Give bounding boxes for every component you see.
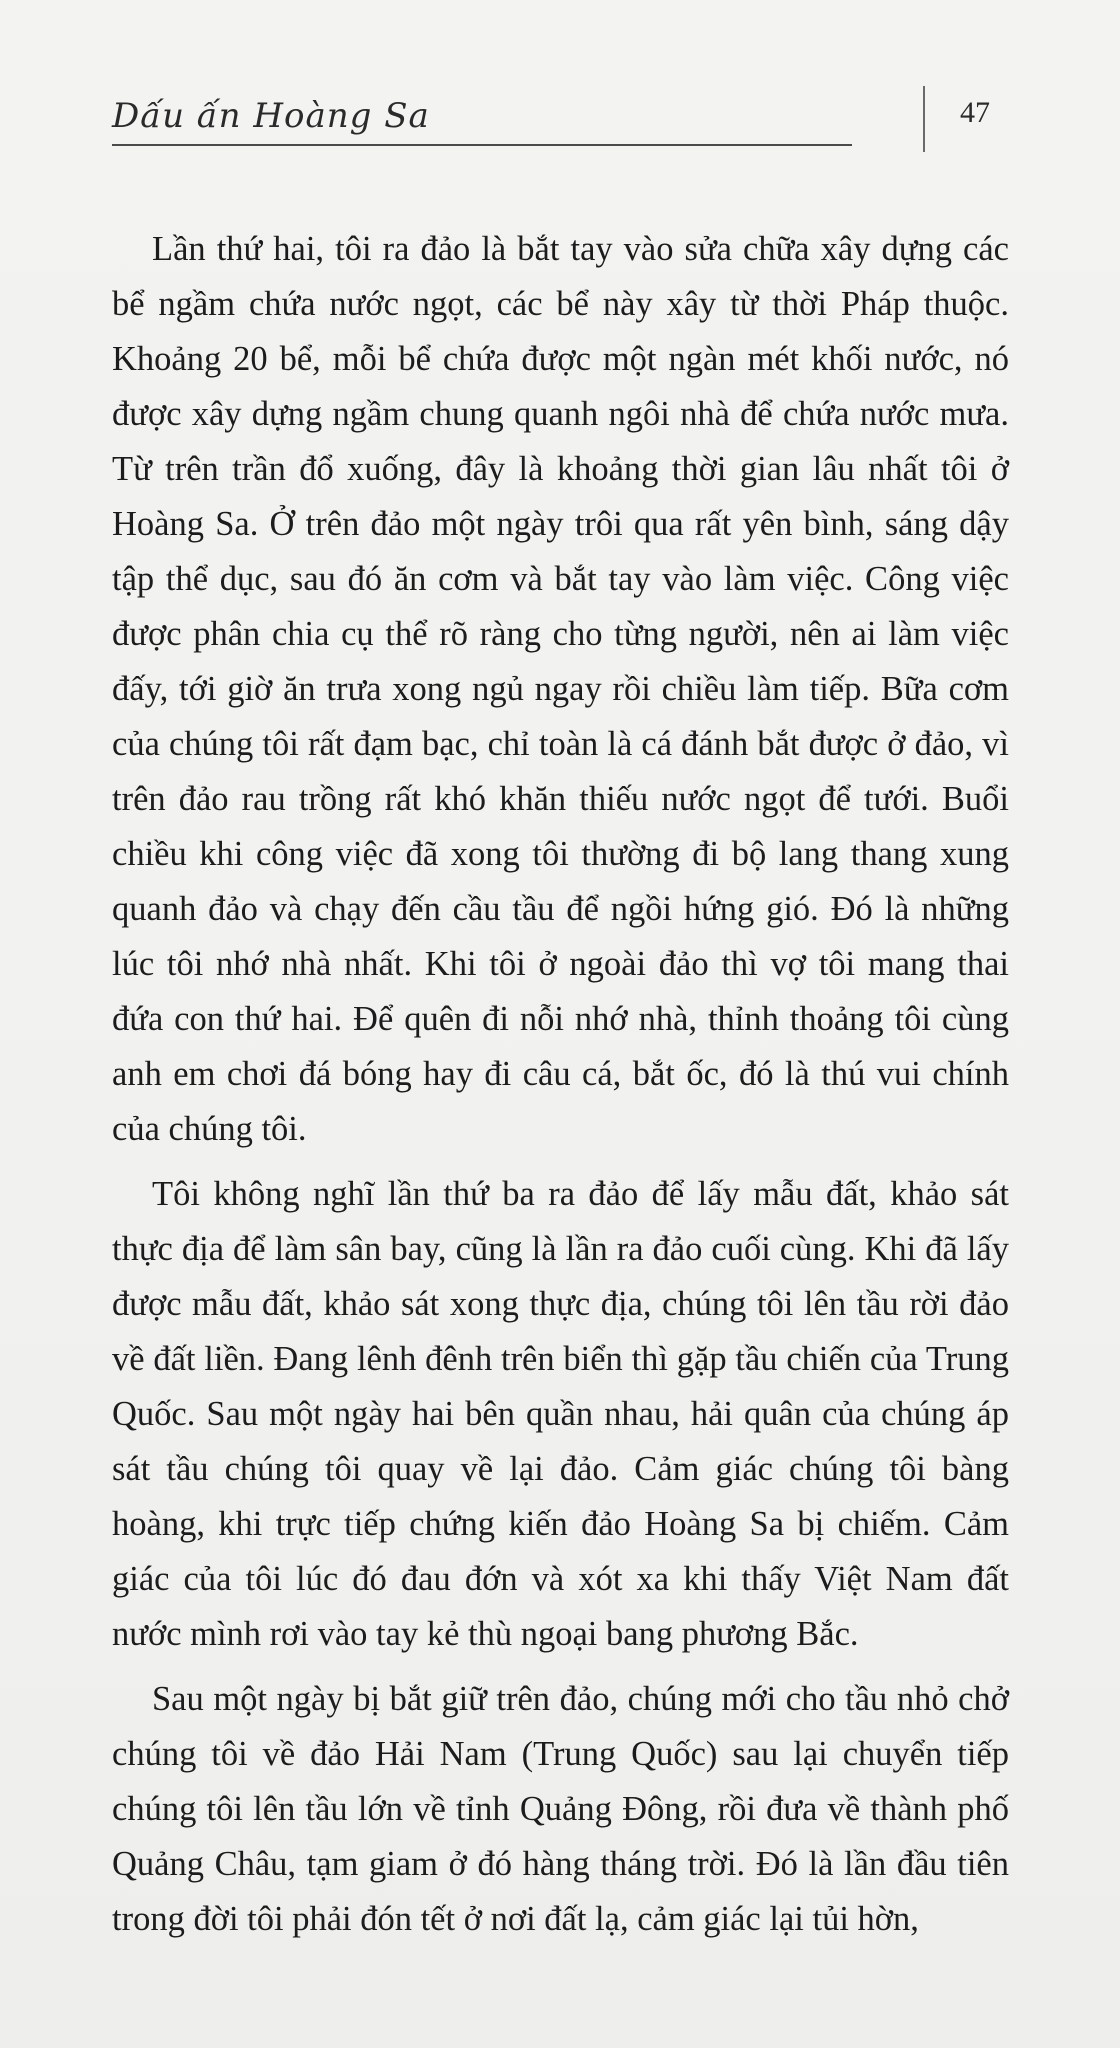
- header-underline: [112, 144, 852, 146]
- paragraph-2: Tôi không nghĩ lần thứ ba ra đảo để lấy mẫu đất, khảo sát thực địa để làm sân bay, cũng là lần ra đảo cuối cùng. Khi đã lấy được mẫu đất, khảo sát xong thực địa, chúng tôi lên tầu rời đảo về đất liền. Đang lênh đênh trên biển thì gặp tầu chiến của Trung Quốc. Sau một ngày hai bên quần nhau, hải quân của chúng áp sát tầu chúng tôi quay về lại đảo. Cảm giác chúng tôi bàng hoàng, khi trực tiếp chứng kiến đảo Hoàng Sa bị chiếm. Cảm giác của tôi lúc đó đau đớn và xót xa khi thấy Việt Nam đất nước mình rơi vào tay kẻ thù ngoại bang phương Bắc.: [112, 1175, 1009, 1653]
- header-divider: [923, 86, 925, 152]
- page-number: 47: [960, 96, 990, 129]
- body-text: [112, 222, 1009, 1947]
- running-header-title: Dấu ấn Hoàng Sa: [112, 96, 430, 136]
- paragraph-1: Lần thứ hai, tôi ra đảo là bắt tay vào sửa chữa xây dựng các bể ngầm chứa nước ngọt, các bể này xây từ thời Pháp thuộc. Khoảng 20 bể, mỗi bể chứa được một ngàn mét khối nước, nó được xây dựng ngầm chung quanh ngôi nhà để chứa nước mưa. Từ trên trần đổ xuống, đây là khoảng thời gian lâu nhất tôi ở Hoàng Sa. Ở trên đảo một ngày trôi qua rất yên bình, sáng dậy tập thể dục, sau đó ăn cơm và bắt tay vào làm việc. Công việc được phân chia cụ thể rõ ràng cho từng người, nên ai làm việc đấy, tới giờ ăn trưa xong ngủ ngay rồi chiều làm tiếp. Bữa cơm của chúng tôi rất đạm bạc, chỉ toàn là cá đánh bắt được ở đảo, vì trên đảo rau trồng rất khó khăn thiếu nước ngọt để tưới. Buổi chiều khi công việc đã xong tôi thường đi bộ lang thang xung quanh đảo và chạy đến cầu tầu để ngồi hứng gió. Đó là những lúc tôi nhớ nhà nhất. Khi tôi ở ngoài đảo thì vợ tôi mang thai đứa con thứ hai. Để quên đi nỗi nhớ nhà, thỉnh thoảng tôi cùng anh em chơi đá bóng hay đi câu cá, bắt ốc, đó là thú vui chính của chúng tôi.: [112, 230, 1009, 1148]
- paragraph-3: Sau một ngày bị bắt giữ trên đảo, chúng mới cho tầu nhỏ chở chúng tôi về đảo Hải Nam (Trung Quốc) sau lại chuyển tiếp chúng tôi lên tầu lớn về tỉnh Quảng Đông, rồi đưa về thành phố Quảng Châu, tạm giam ở đó hàng tháng trời. Đó là lần đầu tiên trong đời tôi phải đón tết ở nơi đất lạ, cảm giác lại tủi hờn,: [112, 1680, 1009, 1938]
